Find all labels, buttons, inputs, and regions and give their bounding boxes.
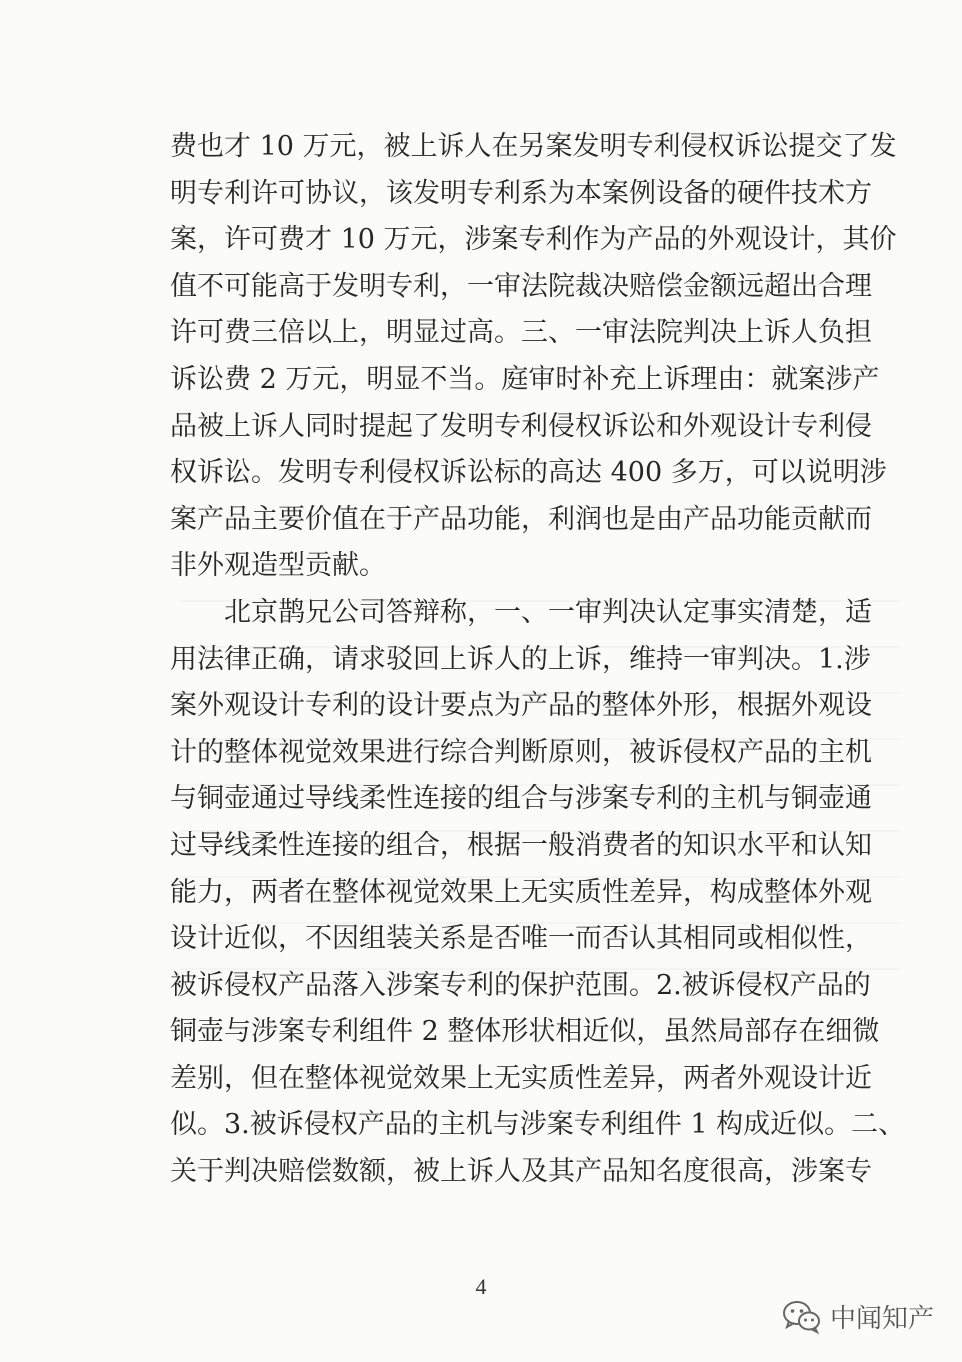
text-line: 诉讼费 2 万元，明显不当。庭审时补充上诉理由：就案涉产 bbox=[170, 363, 880, 395]
text-line: 北京鹊兄公司答辩称，一、一审判决认定事实清楚，适 bbox=[224, 596, 872, 628]
text-line: 案产品主要价值在于产品功能，利润也是由产品功能贡献而 bbox=[170, 503, 872, 535]
text-line: 案，许可费才 10 万元，涉案专利作为产品的外观设计，其价 bbox=[170, 224, 897, 256]
text-line: 差别，但在整体视觉效果上无实质性差异，两者外观设计近 bbox=[170, 1062, 872, 1094]
text-line: 案外观设计专利的设计要点为产品的整体外形，根据外观设 bbox=[170, 690, 872, 722]
text-line: 计的整体视觉效果进行综合判断原则，被诉侵权产品的主机 bbox=[170, 736, 872, 768]
text-line: 似。3.被诉侵权产品的主机与涉案专利组件 1 构成近似。二、 bbox=[170, 1109, 906, 1141]
text-line: 铜壶与涉案专利组件 2 整体形状相近似，虽然局部存在细微 bbox=[170, 1016, 880, 1048]
text-line: 费也才 10 万元，被上诉人在另案发明专利侵权诉讼提交了发 bbox=[170, 131, 897, 162]
text-line: 品被上诉人同时提起了发明专利侵权诉讼和外观设计专利侵 bbox=[170, 410, 872, 442]
text-line: 值不可能高于发明专利，一审法院裁决赔偿金额远超出合理 bbox=[170, 270, 872, 302]
text-line: 与铜壶通过导线柔性连接的组合与涉案专利的主机与铜壶通 bbox=[170, 783, 872, 815]
text-line: 过导线柔性连接的组合，根据一般消费者的知识水平和认知 bbox=[170, 829, 872, 861]
wechat-icon bbox=[782, 1300, 822, 1334]
text-line: 非外观造型贡献。 bbox=[170, 550, 386, 582]
text-line: 被诉侵权产品落入涉案专利的保护范围。2.被诉侵权产品的 bbox=[170, 969, 871, 1001]
text-line: 能力，两者在整体视觉效果上无实质性差异，构成整体外观 bbox=[170, 876, 872, 908]
text-line: 关于判决赔偿数额，被上诉人及其产品知名度很高，涉案专 bbox=[170, 1156, 872, 1188]
text-line: 许可费三倍以上，明显过高。三、一审法院判决上诉人负担 bbox=[170, 317, 872, 349]
watermark-text: 中闻知产 bbox=[829, 1304, 934, 1334]
body-text bbox=[170, 124, 906, 1196]
text-line: 权诉讼。发明专利侵权诉讼标的高达 400 多万，可以说明涉 bbox=[170, 457, 887, 489]
page-number: 4 bbox=[475, 1274, 487, 1299]
text-line: 明专利许可协议，该发明专利系为本案例设备的硬件技术方 bbox=[170, 177, 872, 209]
text-line: 用法律正确，请求驳回上诉人的上诉，维持一审判决。1.涉 bbox=[170, 643, 871, 675]
text-line: 设计近似，不因组装关系是否唯一而否认其相同或相似性， bbox=[170, 923, 872, 955]
source-watermark bbox=[782, 1298, 934, 1335]
